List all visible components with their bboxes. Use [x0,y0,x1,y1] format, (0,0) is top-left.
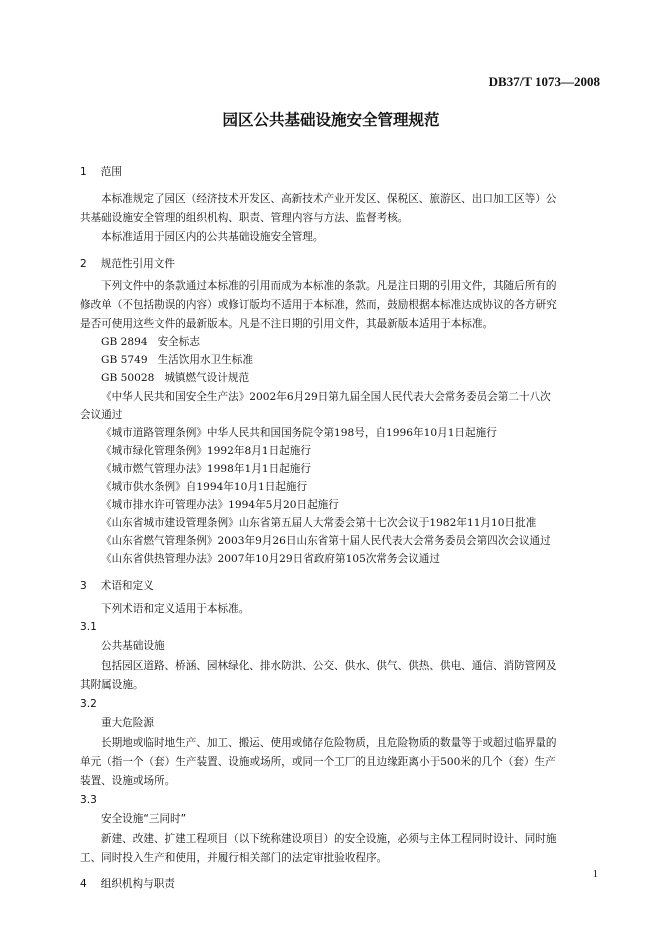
term-number: 3.2 [80,698,97,710]
term-definition-line: 装置、设施或场所。 [80,775,176,787]
normative-reference [101,351,253,369]
reference-title: 安全标志 [157,336,200,348]
standard-code: DB37/T 1073—2008 [488,74,600,89]
term-definition-line: 工、同时投入生产和使用，并履行相关部门的法定审批验收程序。 [80,852,388,864]
term-definition-line: 包括园区道路、桥涵、园林绿化、排水防洪、公交、供水、供气、供热、供电、通信、消防管网及 [101,660,557,672]
section-number: 2 [80,258,87,270]
section-number: 1 [80,166,87,178]
law-reference: 《山东省供热管理办法》2007年10月29日省政府第105次常务会议通过 [101,553,440,565]
law-reference: 《山东省城市建设管理条例》山东省第五届人大常委会第十七次会议于1982年11月10日批准 [101,517,537,529]
law-reference: 《山东省燃气管理条例》2003年9月26日山东省第十届人民代表大会常务委员会第四次会议通过 [101,535,551,547]
term-definition-line: 长期地或临时地生产、加工、搬运、使用或储存危险物质，且危险物质的数量等于或超过临界量的 [101,737,557,749]
paragraph-line: 共基础设施安全管理的组织机构、职责、管理内容与方法、监督考核。 [80,212,409,224]
term-definition-line: 单元（指一个（套）生产装置、设施或场所，或同一个工厂的且边缘距离小于500米的几个（套）生产 [80,756,556,768]
page-number: 1 [592,869,598,880]
section-title: 组织机构与职责 [100,878,175,890]
section-3-heading [80,577,154,595]
reference-title: 生活饮用水卫生标准 [157,354,253,366]
paragraph-line: 下列文件中的条款通过本标准的引用而成为本标准的条款。凡是注日期的引用文件，其随后所有的 [101,280,557,292]
term-definition-line: 其附属设施。 [80,679,144,691]
law-reference: 《城市道路管理条例》中华人民共和国国务院令第198号，自1996年10月1日起施行 [101,427,497,439]
term-name: 安全设施“三同时” [101,813,187,825]
law-reference: 《城市绿化管理条例》1992年8月1日起施行 [101,445,311,457]
section-number: 4 [80,878,87,890]
law-reference: 《城市排水许可管理办法》1994年5月20日起施行 [101,499,339,511]
reference-code: GB 2894 [101,336,148,348]
paragraph-line: 本标准规定了园区（经济技术开发区、高新技术产业开发区、保税区、旅游区、出口加工区等）公 [101,193,557,205]
section-4-heading [80,875,175,893]
normative-reference [101,333,200,351]
law-reference: 《城市供水条例》自1994年10月1日起施行 [101,481,308,493]
reference-code: GB 5749 [101,354,148,366]
paragraph-line: 修改单（不包括勘误的内容）或修订版均不适用于本标准，然而，鼓励根据本标准达成协议的各方研究 [80,299,557,311]
term-definition-line: 新建、改建、扩建工程项目（以下统称建设项目）的安全设施，必须与主体工程同时设计、同时施 [101,833,557,845]
term-number: 3.3 [80,794,97,806]
section-title: 规范性引用文件 [100,258,175,270]
paragraph-line: 下列术语和定义适用于本标准。 [101,603,250,615]
paragraph-line: 本标准适用于园区内的公共基础设施安全管理。 [101,231,324,243]
section-1-heading [80,163,122,181]
section-number: 3 [80,580,87,592]
section-2-heading [80,255,175,273]
document-title: 园区公共基础设施安全管理规范 [222,111,440,129]
law-reference: 《城市燃气管理办法》1998年1月1日起施行 [101,463,311,475]
reference-title: 城镇燃气设计规范 [164,372,250,384]
law-reference: 《中华人民共和国安全生产法》2002年6月29日第九届全国人民代表大会常务委员会第二十八次 [101,391,551,403]
paragraph-line: 是否可使用这些文件的最新版本。凡是不注日期的引用文件，其最新版本适用于本标准。 [80,318,494,330]
reference-code: GB 50028 [101,372,155,384]
normative-reference [101,369,249,387]
section-title: 术语和定义 [100,580,154,592]
section-title: 范围 [100,166,122,178]
law-reference: 会议通过 [80,409,123,421]
term-name: 公共基础设施 [101,640,165,652]
term-number: 3.1 [80,621,97,633]
term-name: 重大危险源 [101,717,154,729]
